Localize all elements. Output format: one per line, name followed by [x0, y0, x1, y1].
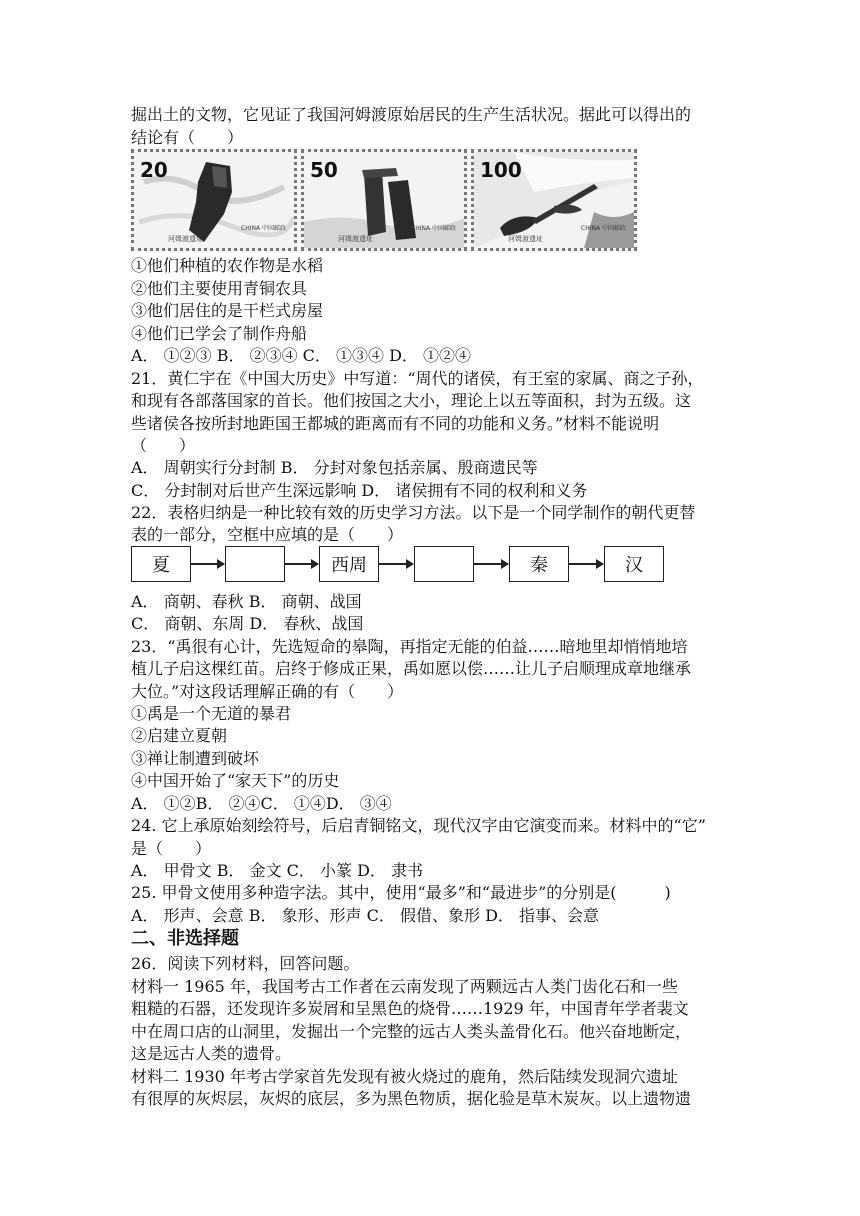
- q22-options-cd: C． 商朝、东周 D． 春秋、战国: [131, 614, 364, 633]
- stamp-country: CHINA 中国邮政: [411, 225, 456, 232]
- arrow-icon: [191, 563, 224, 565]
- stamp-value: 50: [310, 158, 338, 182]
- arrow-icon: [285, 563, 318, 565]
- q23-line-2: 植儿子启这棵红苗。启终于修成正果，禹如愿以偿……让儿子启顺理成章地继承: [131, 659, 692, 678]
- q20-statement-3: ③他们居住的是干栏式房屋: [131, 301, 324, 320]
- q24-line-1: 24. 它上承原始刻绘符号，后启青铜铭文，现代汉字由它演变而来。材料中的“它”: [131, 816, 706, 835]
- stamp-value: 20: [140, 158, 168, 182]
- dynasty-box-1: 夏: [131, 546, 191, 582]
- q23-statement-2: ②启建立夏朝: [131, 726, 228, 745]
- q20-stem-line-1: 掘出土的文物，它见证了我国河姆渡原始居民的生产生活状况。据此可以得出的: [131, 105, 692, 124]
- stamp-country: CHINA 中国邮政: [581, 225, 626, 232]
- q21-options-ab: A． 周朝实行分封制 B． 分封对象包括亲属、殷商遗民等: [131, 458, 538, 477]
- q26-line-4: 中在周口店的山洞里，发掘出一个完整的远古人类头盖骨化石。他兴奋地断定，: [131, 1022, 692, 1041]
- stamp-wooden-house: [301, 149, 467, 251]
- arrow-icon: [379, 563, 413, 565]
- q23-statement-3: ③禅让制遭到破坏: [131, 749, 260, 768]
- q20-statement-1: ①他们种植的农作物是水稻: [131, 256, 324, 275]
- q20-statement-4: ④他们已学会了制作舟船: [131, 324, 308, 343]
- q22-line-1: 22．表格归纳是一种比较有效的历史学习方法。以下是一个同学制作的朝代更替: [131, 503, 696, 522]
- q26-line-2: 材料一 1965 年，我国考古工作者在云南发现了两颗远古人类门齿化石和一些: [131, 977, 678, 996]
- stamp-caption: 河姆渡遗址: [168, 235, 203, 243]
- q20-statement-2: ②他们主要使用青铜农具: [131, 279, 308, 298]
- dynasty-box-2-blank: [225, 546, 285, 582]
- dynasty-chain: [131, 546, 661, 586]
- section-title: 二、非选择题: [131, 928, 239, 949]
- stamp-caption: 河姆渡遗址: [508, 235, 543, 243]
- q26-line-7: 有很厚的灰烬层，灰烬的底层，多为黑色物质，据化验是草木炭灰。以上遗物遗: [131, 1089, 692, 1108]
- stamp-images: [131, 149, 638, 251]
- q21-line-4: （ ）: [131, 436, 196, 455]
- arrow-icon: [569, 563, 603, 565]
- stamp-bone-spade: [131, 149, 297, 251]
- q26-line-6: 材料二 1930 年考古学家首先发现有被火烧过的鹿角，然后陆续发现洞穴遗址: [131, 1067, 678, 1086]
- dynasty-box-5: 秦: [509, 546, 569, 582]
- q21-options-cd: C． 分封制对后世产生深远影响 D． 诸侯拥有不同的权利和义务: [131, 481, 588, 500]
- q23-line-1: 23．“禹很有心计，先选短命的皋陶，再指定无能的伯益……暗地里却悄悄地培: [131, 637, 688, 656]
- stamp-oar: [471, 149, 637, 251]
- dynasty-box-3: 西周: [319, 546, 379, 582]
- q21-line-3: 些诸侯各按所封地距国王都城的距离而有不同的功能和义务。”材料不能说明: [131, 414, 660, 433]
- q23-statement-4: ④中国开始了“家天下”的历史: [131, 771, 340, 790]
- stamp-caption: 河姆渡遗址: [338, 235, 373, 243]
- stamp-country: CHINA 中国邮政: [241, 225, 286, 232]
- q26-line-1: 26．阅读下列材料，回答问题。: [131, 954, 360, 973]
- dynasty-box-4-blank: [414, 546, 474, 582]
- arrow-icon: [474, 563, 508, 565]
- q22-options-ab: A． 商朝、春秋 B． 商朝、战国: [131, 592, 362, 611]
- q22-line-2: 表的一部分，空框中应填的是（ ）: [131, 525, 404, 544]
- dynasty-box-6: 汉: [604, 546, 664, 582]
- q20-stem-line-2: 结论有（ ）: [131, 128, 244, 147]
- stamp-value: 100: [480, 158, 522, 182]
- q20-options: A． ①②③ B． ②③④ C． ①③④ D． ①②④: [131, 346, 471, 365]
- q24-options: A． 甲骨文 B． 金文 C． 小篆 D． 隶书: [131, 861, 423, 880]
- q21-line-2: 和现有各部落国家的首长。他们按国之大小，理论上以五等面积，封为五级。这: [131, 391, 692, 410]
- q26-line-3: 粗糙的石器，还发现许多炭屑和呈黑色的烧骨……1929 年，中国青年学者裴文: [131, 999, 689, 1018]
- q24-line-2: 是（ ）: [131, 839, 212, 858]
- q23-statement-1: ①禹是一个无道的暴君: [131, 704, 292, 723]
- q25-line-1: 25. 甲骨文使用多种造字法。其中，使用“最多”和“最进步”的分别是( ): [131, 883, 671, 902]
- q26-line-5: 这是远古人类的遗骨。: [131, 1044, 292, 1063]
- q25-options: A． 形声、会意 B． 象形、形声 C． 假借、象形 D． 指事、会意: [131, 906, 599, 925]
- q21-line-1: 21．黄仁宇在《中国大历史》中写道：“周代的诸侯，有王室的家属、商之子孙，: [131, 369, 704, 388]
- q23-options: A． ①②B． ②④C． ①④D． ③④: [131, 794, 392, 813]
- q23-line-3: 大位。”对这段话理解正确的有（ ）: [131, 682, 404, 701]
